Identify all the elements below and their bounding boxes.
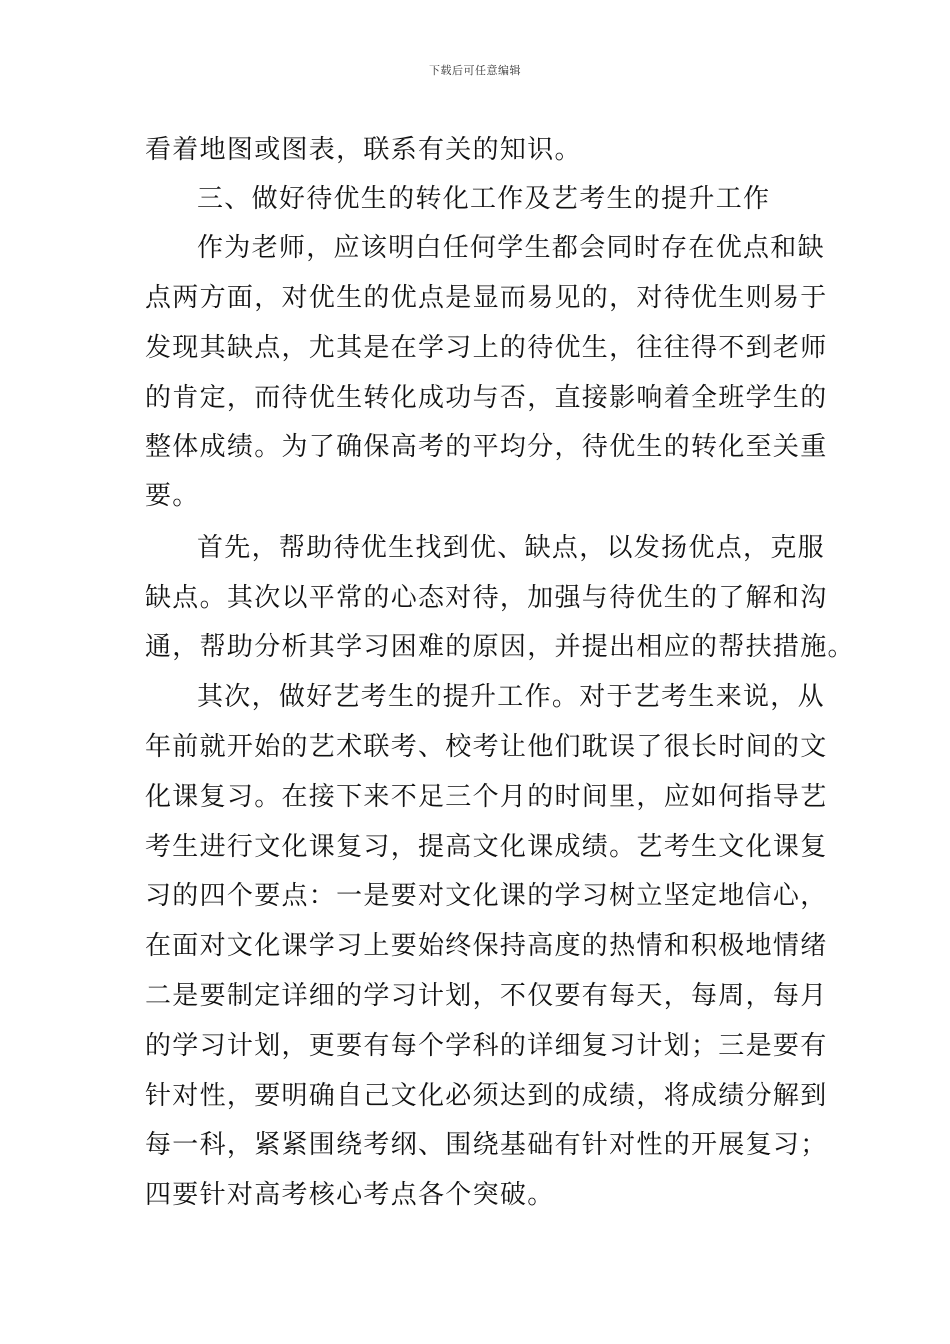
- text-line: 针对性，要明确自己文化必须达到的成绩，将成绩分解到: [145, 1081, 828, 1111]
- text-line: 要。: [145, 481, 200, 511]
- text-line: 发现其缺点，尤其是在学习上的待优生，往往得不到老师: [145, 333, 828, 363]
- text-line: 的学习计划，更要有每个学科的详细复习计划；三是要有: [145, 1031, 828, 1061]
- text-line: 在面对文化课学习上要始终保持高度的热情和积极地情绪: [145, 931, 828, 961]
- text-line: 二是要制定详细的学习计划，不仅要有每天，每周，每月: [145, 981, 828, 1011]
- text-line: 首先，帮助待优生找到优、缺点，以发扬优点，克服: [197, 533, 825, 563]
- text-line: 的肯定，而待优生转化成功与否，直接影响着全班学生的: [145, 383, 828, 413]
- text-line: 整体成绩。为了确保高考的平均分，待优生的转化至关重: [145, 432, 828, 462]
- text-line: 年前就开始的艺术联考、校考让他们耽误了很长时间的文: [145, 732, 828, 762]
- text-line: 四要针对高考核心考点各个突破。: [145, 1180, 555, 1210]
- section-heading: 三、做好待优生的转化工作及艺考生的提升工作: [197, 184, 771, 214]
- page-header-note: 下载后可任意编辑: [429, 64, 521, 77]
- text-line: 每一科，紧紧围绕考纲、围绕基础有针对性的开展复习；: [145, 1130, 828, 1160]
- text-line: 习的四个要点：一是要对文化课的学习树立坚定地信心，: [145, 881, 828, 911]
- text-line: 化课复习。在接下来不足三个月的时间里，应如何指导艺: [145, 782, 828, 812]
- text-line: 缺点。其次以平常的心态对待，加强与待优生的了解和沟: [145, 583, 828, 613]
- text-line: 考生进行文化课复习，提高文化课成绩。艺考生文化课复: [145, 832, 828, 862]
- text-line: 其次，做好艺考生的提升工作。对于艺考生来说，从: [197, 682, 825, 712]
- text-line: 看着地图或图表，联系有关的知识。: [145, 135, 582, 165]
- text-line: 通，帮助分析其学习困难的原因，并提出相应的帮扶措施。: [145, 632, 855, 662]
- text-line: 点两方面，对优生的优点是显而易见的，对待优生则易于: [145, 283, 828, 313]
- text-line: 作为老师，应该明白任何学生都会同时存在优点和缺: [197, 233, 825, 263]
